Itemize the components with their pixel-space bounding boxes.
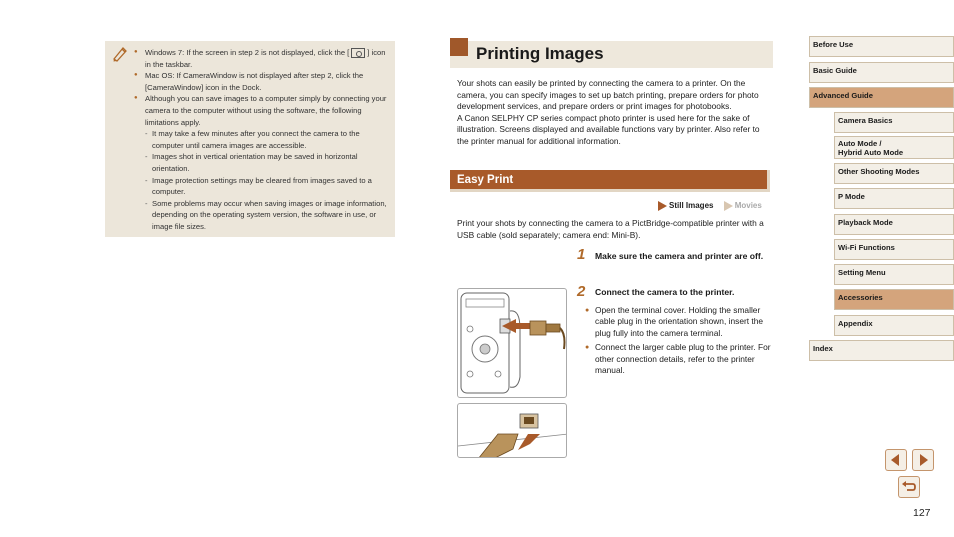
page-title: Printing Images xyxy=(476,44,604,63)
arrow-left-icon xyxy=(885,449,907,471)
nav-wifi-functions[interactable]: Wi-Fi Functions xyxy=(834,239,954,260)
previous-page-button[interactable] xyxy=(885,449,907,471)
printer-connection-illustration xyxy=(457,403,567,458)
camera-cable-icon xyxy=(458,289,567,398)
nav-auto-mode[interactable] xyxy=(834,136,954,159)
title-marker xyxy=(450,38,468,56)
note-list xyxy=(130,47,388,233)
nav-appendix[interactable]: Appendix xyxy=(834,315,954,336)
next-page-button[interactable] xyxy=(912,449,934,471)
nav-p-mode[interactable]: P Mode xyxy=(834,188,954,209)
step-bullet: ● Connect the larger cable plug to the printer. For other connection details, refer to the printer manual. xyxy=(584,342,774,376)
return-arrow-icon xyxy=(898,476,920,498)
note-box xyxy=(105,41,395,237)
section-title: Easy Print xyxy=(457,174,514,186)
intro-paragraph: A Canon SELPHY CP series compact photo printer is used here for the sake of illustration. Screens displayed and available functions vary by printer. Also refer to the printer manual for additional information. xyxy=(457,112,760,146)
page-number: 127 xyxy=(913,507,931,519)
step-number: 2 xyxy=(577,283,586,300)
mode-tags xyxy=(658,201,762,211)
nav-accessories[interactable]: Accessories xyxy=(834,289,954,310)
step-bullets xyxy=(584,305,774,379)
nav-index[interactable]: Index xyxy=(809,340,954,361)
section-header xyxy=(450,170,770,192)
step-bullet: ● Open the terminal cover. Holding the smaller cable plug in the orientation shown, insert the plug fully into the camera terminal. xyxy=(584,305,774,339)
movies-tag-icon xyxy=(724,201,733,211)
note-item: ● Although you can save images to a computer simply by connecting your camera to the computer without using the software, the following limitations apply. xyxy=(130,93,388,128)
nav-other-shooting-modes[interactable]: Other Shooting Modes xyxy=(834,163,954,184)
still-images-tag-icon xyxy=(658,201,667,211)
step-title: Make sure the camera and printer are off. xyxy=(595,251,764,261)
note-subitem: - Image protection settings may be cleared from images saved to a computer. xyxy=(130,175,388,198)
still-images-tag: Still Images xyxy=(669,201,714,211)
section-text: Print your shots by connecting the camera to a PictBridge-compatible printer with a USB cable (sold separately; camera end: Mini-B). xyxy=(457,218,764,240)
camera-connection-illustration xyxy=(457,288,567,398)
nav-before-use[interactable]: Before Use xyxy=(809,36,954,57)
nav-basic-guide[interactable]: Basic Guide xyxy=(809,62,954,83)
pencil-note-icon xyxy=(111,45,129,63)
printer-cable-icon xyxy=(458,404,567,458)
nav-auto-mode-line1: Auto Mode / xyxy=(838,139,882,148)
note-subitem: - It may take a few minutes after you connect the camera to the computer until camera images are accessible. xyxy=(130,128,388,151)
camera-window-icon xyxy=(351,48,365,58)
nav-playback-mode[interactable]: Playback Mode xyxy=(834,214,954,235)
nav-advanced-guide[interactable]: Advanced Guide xyxy=(809,87,954,108)
note-item: ● Windows 7: If the screen in step 2 is not displayed, click the [ ] icon in the taskbar. xyxy=(130,47,388,70)
note-subitem: - Images shot in vertical orientation may be saved in horizontal orientation. xyxy=(130,151,388,174)
nav-setting-menu[interactable]: Setting Menu xyxy=(834,264,954,285)
nav-camera-basics[interactable]: Camera Basics xyxy=(834,112,954,133)
nav-auto-mode-line2: Hybrid Auto Mode xyxy=(838,148,904,157)
intro-paragraph: Your shots can easily be printed by connecting the camera to a printer. On the camera, you can specify images to set up batch printing, prepare orders for photo development services, and prepare orders or print images for photobooks. xyxy=(457,78,759,112)
intro-text xyxy=(457,78,773,148)
step-title: Connect the camera to the printer. xyxy=(595,287,735,297)
step-number: 1 xyxy=(577,246,586,263)
note-item: ● Mac OS: If CameraWindow is not displayed after step 2, click the [CameraWindow] icon in the Dock. xyxy=(130,70,388,93)
return-button[interactable] xyxy=(898,476,920,498)
movies-tag: Movies xyxy=(734,201,762,211)
arrow-right-icon xyxy=(912,449,934,471)
note-subitem: - Some problems may occur when saving images or image information, depending on the operating system version, the software in use, or image file sizes. xyxy=(130,198,388,233)
